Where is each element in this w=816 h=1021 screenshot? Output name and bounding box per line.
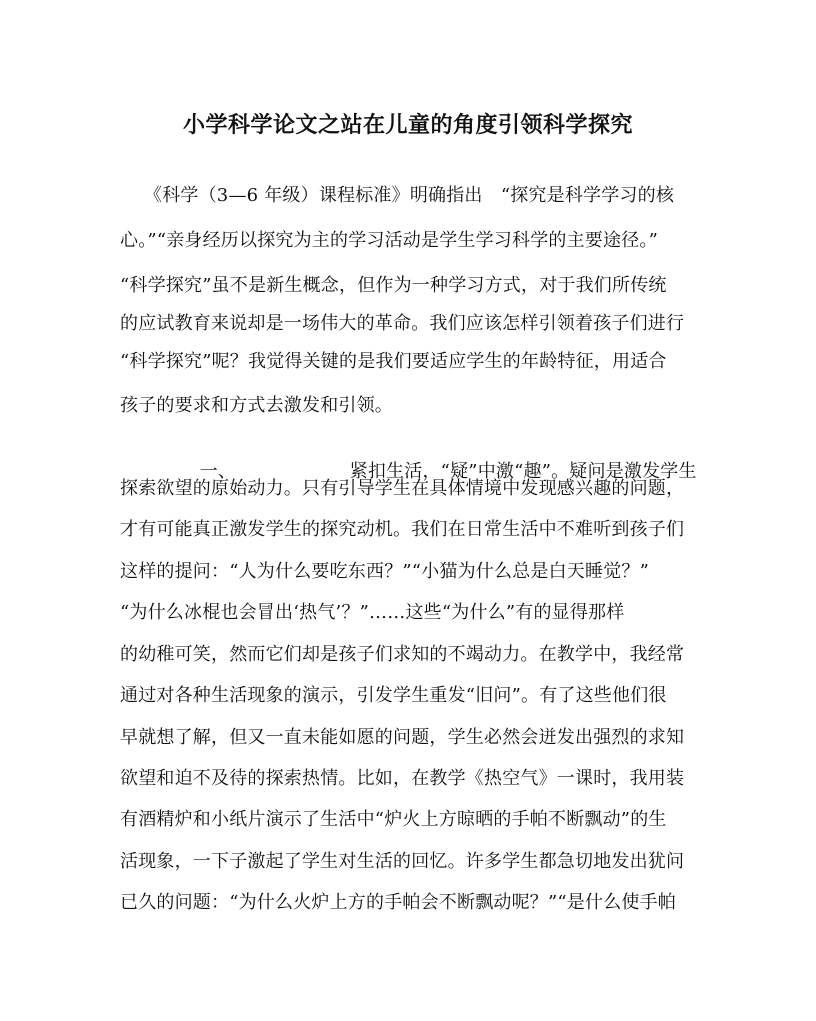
paragraph-line: 《科学（3—6 年级）课程标准》明确指出 “探究是科学学习的核: [144, 185, 675, 206]
paragraph-line: 早就想了解，但又一直未能如愿的问题，学生必然会迸发出强烈的求知: [120, 727, 685, 748]
paragraph-line: “科学探究”呢？我觉得关键的是我们要适应学生的年龄特征，用适合: [120, 351, 667, 372]
paragraph-line: 孩子的要求和方式去激发和引领。: [120, 395, 393, 416]
paragraph-line: 心。”“亲身经历以探究为主的学习活动是学生学习科学的主要途径。”: [120, 230, 659, 251]
paragraph-line: 探索欲望的原始动力。只有引导学生在具体情境中发现感兴趣的问题，: [120, 478, 685, 499]
section-number: 一、: [199, 461, 237, 482]
paragraph-line: “科学探究”虽不是新生概念，但作为一种学习方式，对于我们所传统: [120, 275, 667, 296]
paragraph-line: 通过对各种生活现象的演示，引发学生重发“旧问”。有了这些他们很: [120, 685, 667, 706]
paragraph-line: 有酒精炉和小纸片演示了生活中“炉火上方晾晒的手帕不断飘动”的生: [120, 809, 667, 830]
paragraph-line: 才有可能真正激发学生的探究动机。我们在日常生活中不难听到孩子们: [120, 519, 685, 540]
paragraph-line: 欲望和迫不及待的探索热情。比如，在教学《热空气》一课时，我用装: [120, 768, 685, 789]
paragraph-line: 活现象，一下子激起了学生对生活的回忆。许多学生都急切地发出犹问: [120, 851, 685, 872]
paragraph-line: 的幼稚可笑，然而它们却是孩子们求知的不竭动力。在教学中，我经常: [120, 644, 685, 665]
paragraph-line: 的应试教育来说却是一场伟大的革命。我们应该怎样引领着孩子们进行: [120, 313, 685, 334]
paragraph-line: “为什么冰棍也会冒出‘热气’？”……这些“为什么”有的显得那样: [120, 602, 625, 623]
section-heading-text: 紧扣生活，“疑”中激“趣”。疑问是激发学生: [349, 461, 697, 482]
paragraph-line: 这样的提问：“人为什么要吃东西？”“小猫为什么总是白天睡觉？”: [120, 561, 650, 582]
paragraph-line: 已久的问题：“为什么火炉上方的手帕会不断飘动呢？”“是什么使手帕: [120, 892, 677, 913]
document-title: 小学科学论文之站在儿童的角度引领科学探究: [182, 112, 633, 138]
